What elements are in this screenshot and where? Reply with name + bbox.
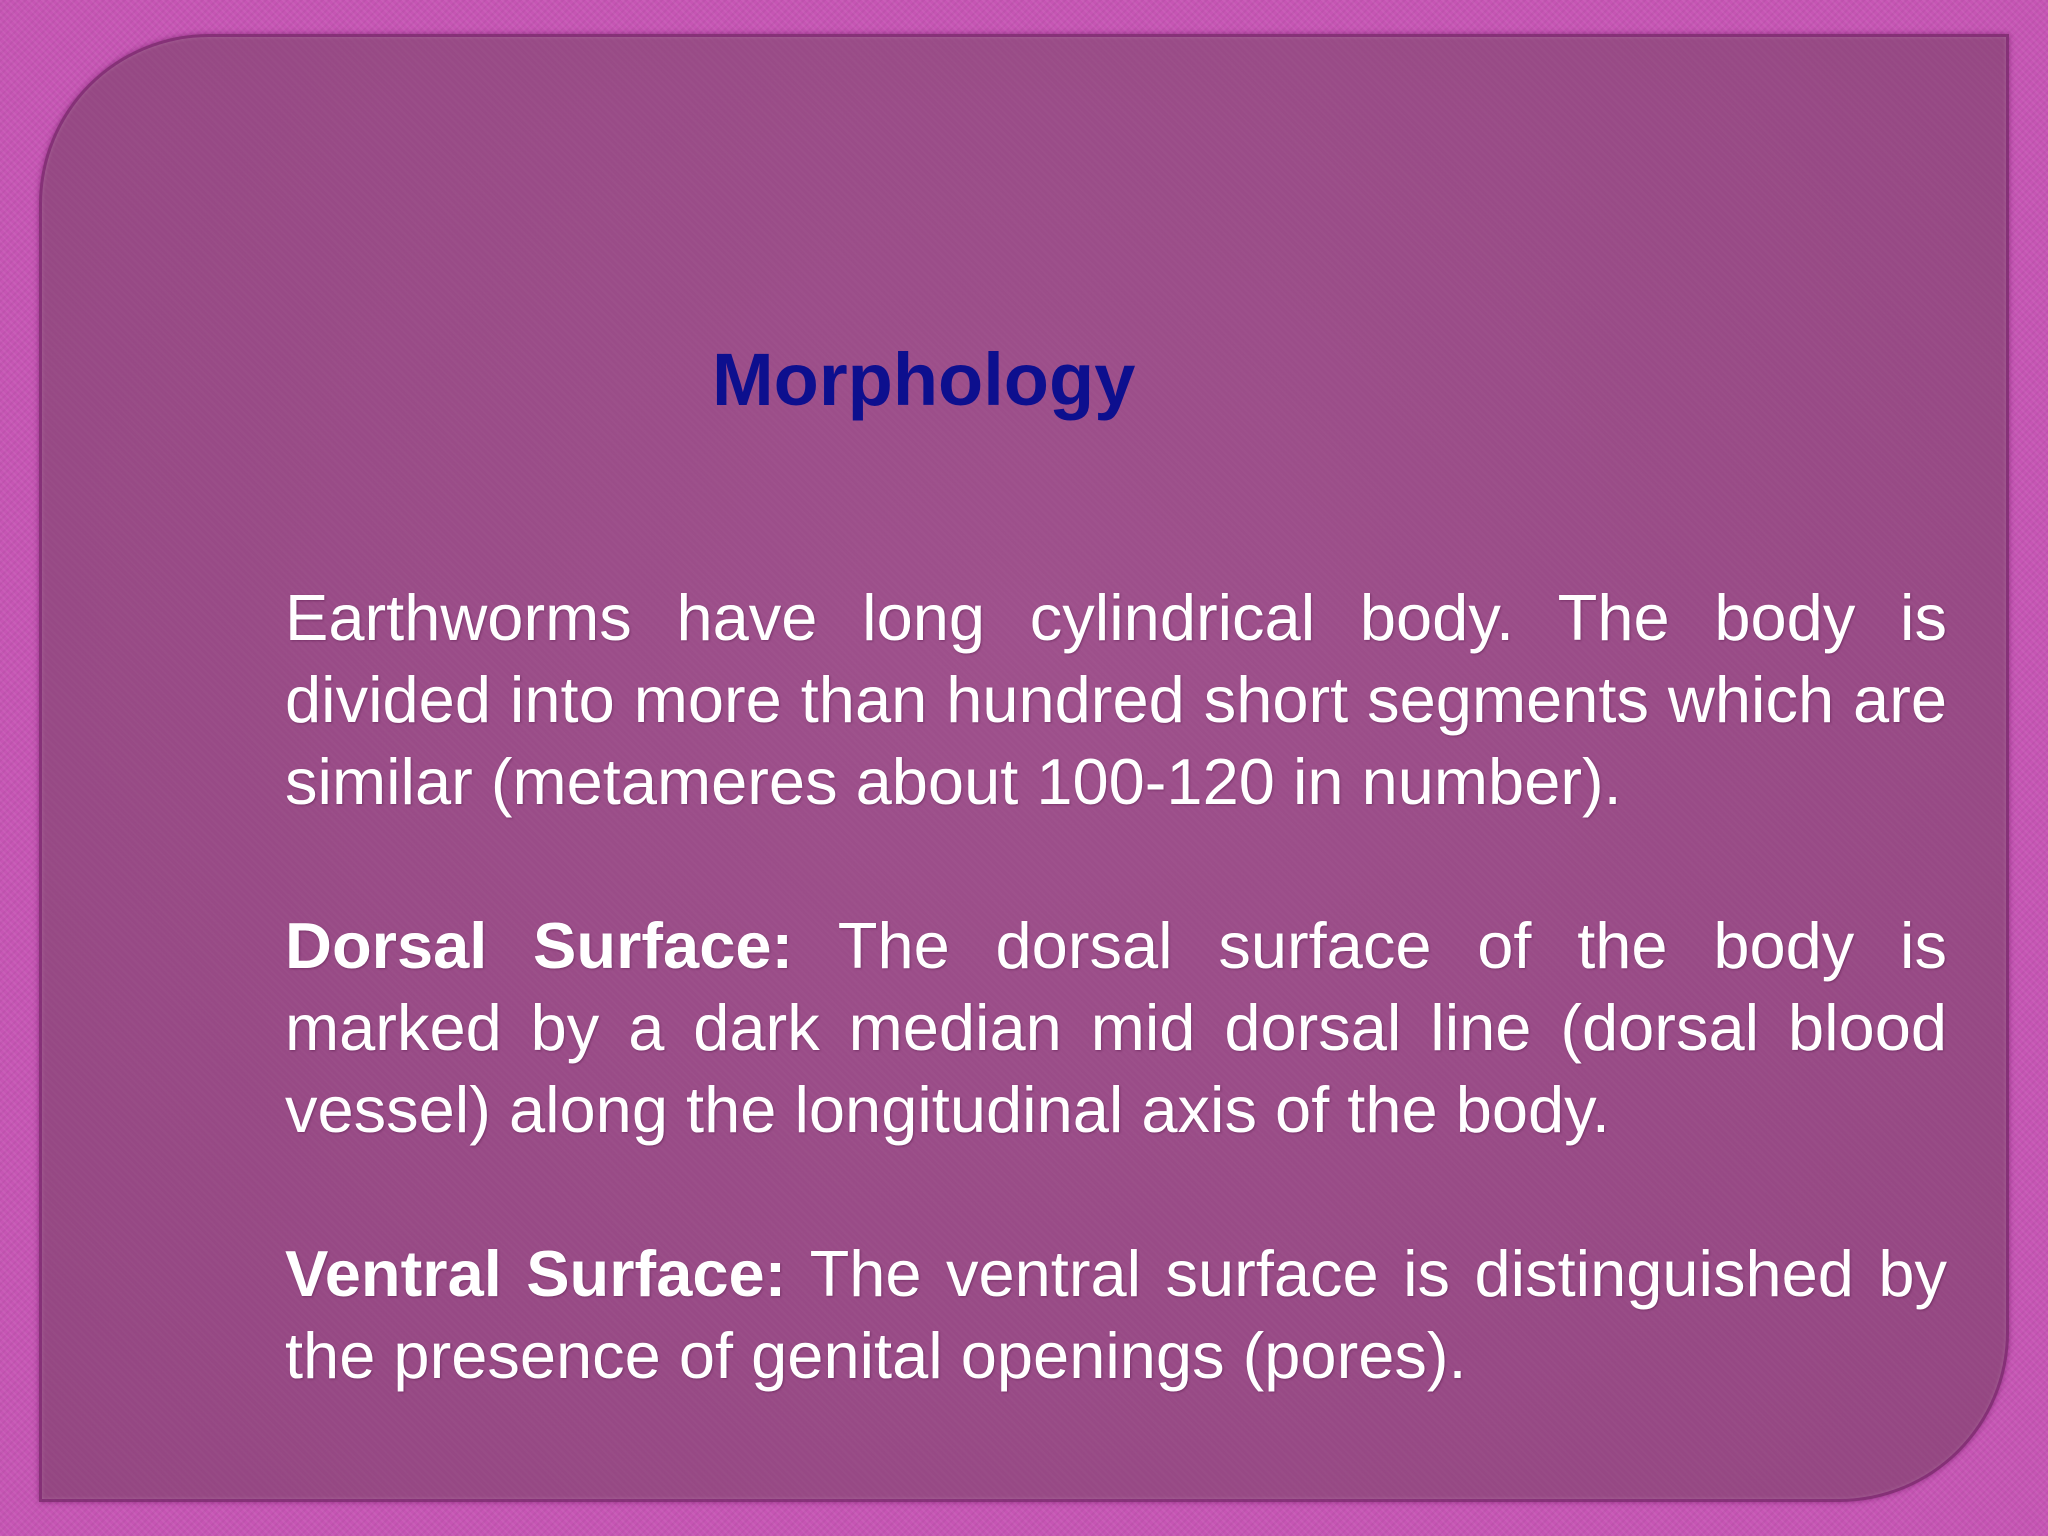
dorsal-surface-label: Dorsal Surface: bbox=[285, 909, 794, 982]
ventral-surface-label: Ventral Surface: bbox=[285, 1237, 787, 1310]
paragraph-dorsal-surface bbox=[285, 905, 1947, 1151]
dorsal-surface-text: The dorsal surface of the body is marked by a dark median mid dorsal line (dorsal blood vessel) along the longitudinal axis of the body. bbox=[285, 909, 1947, 1146]
slide-panel bbox=[39, 34, 2009, 1502]
paragraph-intro-text: Earthworms have long cylindrical body. The body is divided into more than hundred short segments which are similar (metameres about 100-120 in number). bbox=[285, 581, 1947, 818]
paragraph-intro bbox=[285, 577, 1947, 823]
slide-title: Morphology bbox=[712, 338, 1136, 421]
paragraph-ventral-surface bbox=[285, 1233, 1947, 1397]
slide-body bbox=[285, 577, 1947, 1397]
ventral-surface-text: The ventral surface is distinguished by the presence of genital openings (pores). bbox=[285, 1237, 1947, 1392]
